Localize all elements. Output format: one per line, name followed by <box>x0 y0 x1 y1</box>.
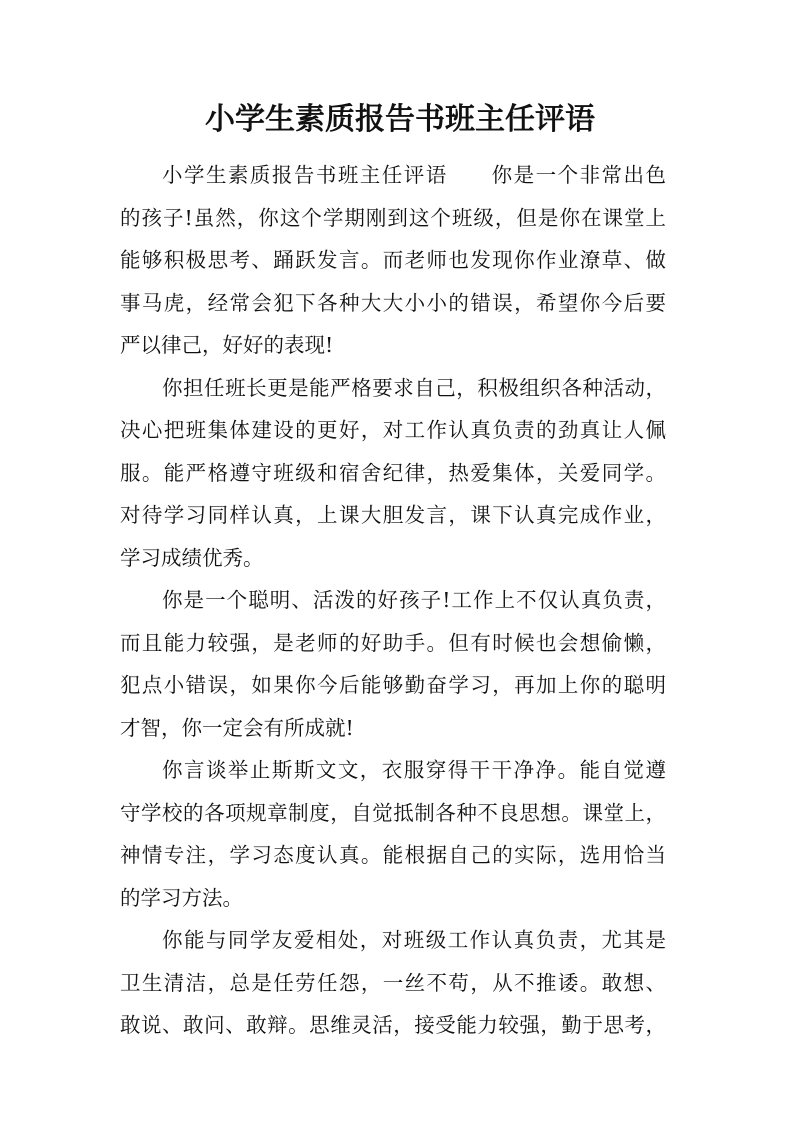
text-line: 学习成绩优秀。 <box>120 545 264 570</box>
text-line: 守学校的各项规章制度，自觉抵制各种不良思想。课堂上， <box>120 800 666 825</box>
text-line: 的学习方法。 <box>120 885 243 910</box>
text-line: 严以律己，好好的表现! <box>120 333 334 357</box>
text-line: 才智，你一定会有所成就! <box>120 715 354 740</box>
text-line: 能够积极思考、踊跃发言。而老师也发现你作业潦草、做 <box>120 248 666 272</box>
document-title: 小学生素质报告书班主任评语 <box>205 102 595 137</box>
text-line: 敢说、敢问、敢辩。思维灵活，接受能力较强，勤于思考， <box>120 1013 666 1037</box>
paragraph <box>120 367 666 580</box>
paragraph <box>120 919 666 1047</box>
text-line: 事马虎，经常会犯下各种大大小小的错误，希望你今后要 <box>120 290 666 315</box>
text-line: 你担任班长更是能严格要求自己，积极组织各种活动， <box>162 375 666 400</box>
text-line: 服。能严格遵守班级和宿舍纪律，热爱集体，关爱同学。 <box>120 460 666 485</box>
text-line: 你言谈举止斯斯文文，衣服穿得干干净净。能自觉遵 <box>162 758 666 782</box>
text-line: 你是一个聪明、活泼的好孩子!工作上不仅认真负责， <box>162 588 666 612</box>
text-line: 你能与同学友爱相处，对班级工作认真负责，尤其是 <box>162 928 666 952</box>
text-line: 的孩子!虽然，你这个学期刚到这个班级，但是你在课堂上 <box>120 205 666 230</box>
text-line: 神情专注，学习态度认真。能根据自己的实际，选用恰当 <box>120 843 666 867</box>
text-line: 犯点小错误，如果你今后能够勤奋学习，再加上你的聪明 <box>120 673 666 697</box>
document-body <box>120 154 666 1047</box>
text-line: 小学生素质报告书班主任评语 你是一个非常出色 <box>162 163 666 187</box>
text-line: 而且能力较强，是老师的好助手。但有时候也会想偷懒， <box>120 630 666 655</box>
paragraph <box>120 749 666 919</box>
paragraph <box>120 154 666 367</box>
text-line: 对待学习同样认真，上课大胆发言，课下认真完成作业， <box>120 503 666 527</box>
text-line: 卫生清洁，总是任劳任怨，一丝不苟，从不推诿。敢想、 <box>120 970 666 995</box>
text-line: 决心把班集体建设的更好，对工作认真负责的劲真让人佩 <box>120 418 666 442</box>
paragraph <box>120 579 666 749</box>
